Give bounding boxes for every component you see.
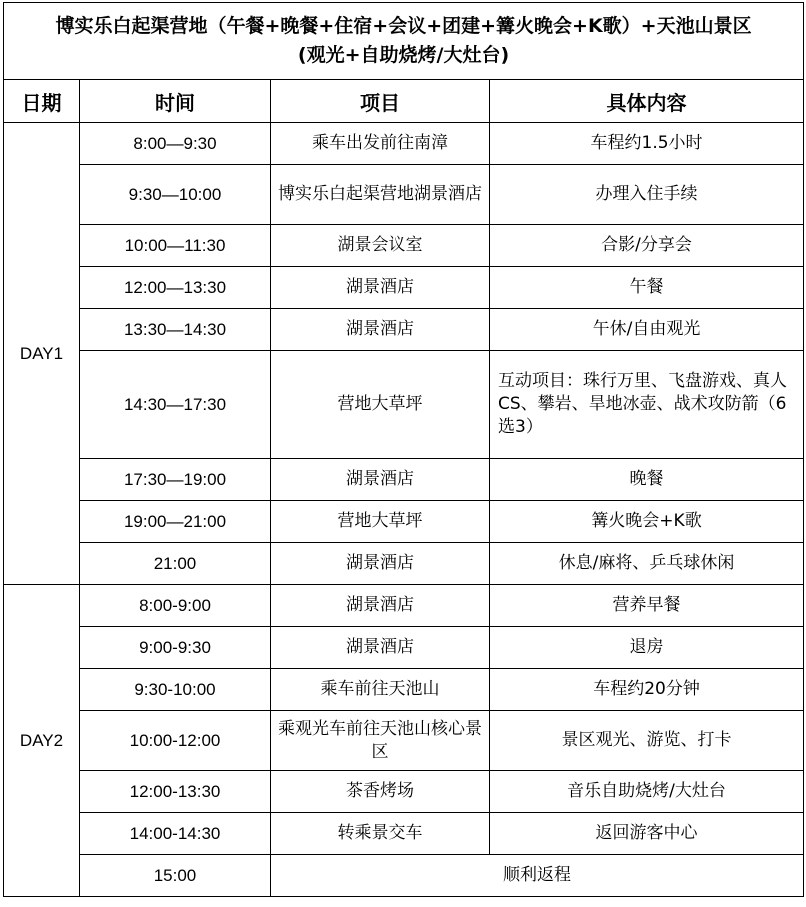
item-cell: 湖景酒店 [271,267,490,309]
time-cell: 10:00-12:00 [80,711,271,771]
item-cell: 湖景会议室 [271,225,490,267]
header-item: 项目 [271,80,490,123]
header-row [4,80,804,123]
content-cell: 退房 [490,627,804,669]
time-cell: 12:00—13:30 [80,267,271,309]
title-line-2: (观光+自助烧烤/大灶台) [297,44,510,66]
content-cell: 车程约20分钟 [490,669,804,711]
time-cell: 13:30—14:30 [80,309,271,351]
table-row [4,351,804,459]
time-cell: 8:00—9:30 [80,123,271,165]
header-time: 时间 [80,80,271,123]
content-cell: 车程约1.5小时 [490,123,804,165]
table-row [4,585,804,627]
table-row [4,813,804,855]
time-cell: 8:00-9:00 [80,585,271,627]
time-cell: 10:00—11:30 [80,225,271,267]
item-cell: 湖景酒店 [271,543,490,585]
item-cell: 营地大草坪 [271,351,490,459]
content-cell: 返回游客中心 [490,813,804,855]
time-cell: 12:00-13:30 [80,771,271,813]
content-cell: 篝火晚会+K歌 [490,501,804,543]
item-cell: 湖景酒店 [271,309,490,351]
title-row [4,3,804,80]
content-cell: 办理入住手续 [490,165,804,225]
table-row [4,627,804,669]
item-cell: 博实乐白起渠营地湖景酒店 [271,165,490,225]
time-cell: 21:00 [80,543,271,585]
content-cell: 休息/麻将、乒乓球休闲 [490,543,804,585]
time-cell: 9:00-9:30 [80,627,271,669]
item-cell: 乘车出发前往南漳 [271,123,490,165]
content-cell: 景区观光、游览、打卡 [490,711,804,771]
item-cell: 乘车前往天池山 [271,669,490,711]
time-cell: 9:30—10:00 [80,165,271,225]
day-label: DAY2 [4,585,80,897]
item-cell: 湖景酒店 [271,627,490,669]
table-row [4,267,804,309]
time-cell: 17:30—19:00 [80,459,271,501]
time-cell: 14:30—17:30 [80,351,271,459]
content-cell: 合影/分享会 [490,225,804,267]
table-row [4,669,804,711]
content-cell: 互动项目：珠行万里、飞盘游戏、真人CS、攀岩、旱地冰壶、战术攻防箭（6选3） [490,351,804,459]
item-cell: 乘观光车前往天池山核心景区 [271,711,490,771]
content-cell-merged: 顺利返程 [271,855,804,897]
table-row [4,855,804,897]
item-cell: 营地大草坪 [271,501,490,543]
item-cell: 湖景酒店 [271,585,490,627]
header-content: 具体内容 [490,80,804,123]
table-row [4,165,804,225]
item-cell: 转乘景交车 [271,813,490,855]
time-cell: 19:00—21:00 [80,501,271,543]
itinerary-table [3,2,804,897]
table-row [4,501,804,543]
content-cell: 午餐 [490,267,804,309]
time-cell: 14:00-14:30 [80,813,271,855]
content-cell: 午休/自由观光 [490,309,804,351]
table-row [4,543,804,585]
table-row [4,309,804,351]
table-row [4,123,804,165]
table-row [4,459,804,501]
item-cell: 茶香烤场 [271,771,490,813]
table-row [4,771,804,813]
content-cell: 晚餐 [490,459,804,501]
table-row [4,711,804,771]
day-label: DAY1 [4,123,80,585]
itinerary-title [4,3,804,80]
item-cell: 湖景酒店 [271,459,490,501]
title-line-1: 博实乐白起渠营地（午餐+晚餐+住宿+会议+团建+篝火晚会+K歌）+天池山景区 [55,15,752,37]
time-cell: 15:00 [80,855,271,897]
content-cell: 音乐自助烧烤/大灶台 [490,771,804,813]
header-date: 日期 [4,80,80,123]
content-cell: 营养早餐 [490,585,804,627]
time-cell: 9:30-10:00 [80,669,271,711]
table-row [4,225,804,267]
